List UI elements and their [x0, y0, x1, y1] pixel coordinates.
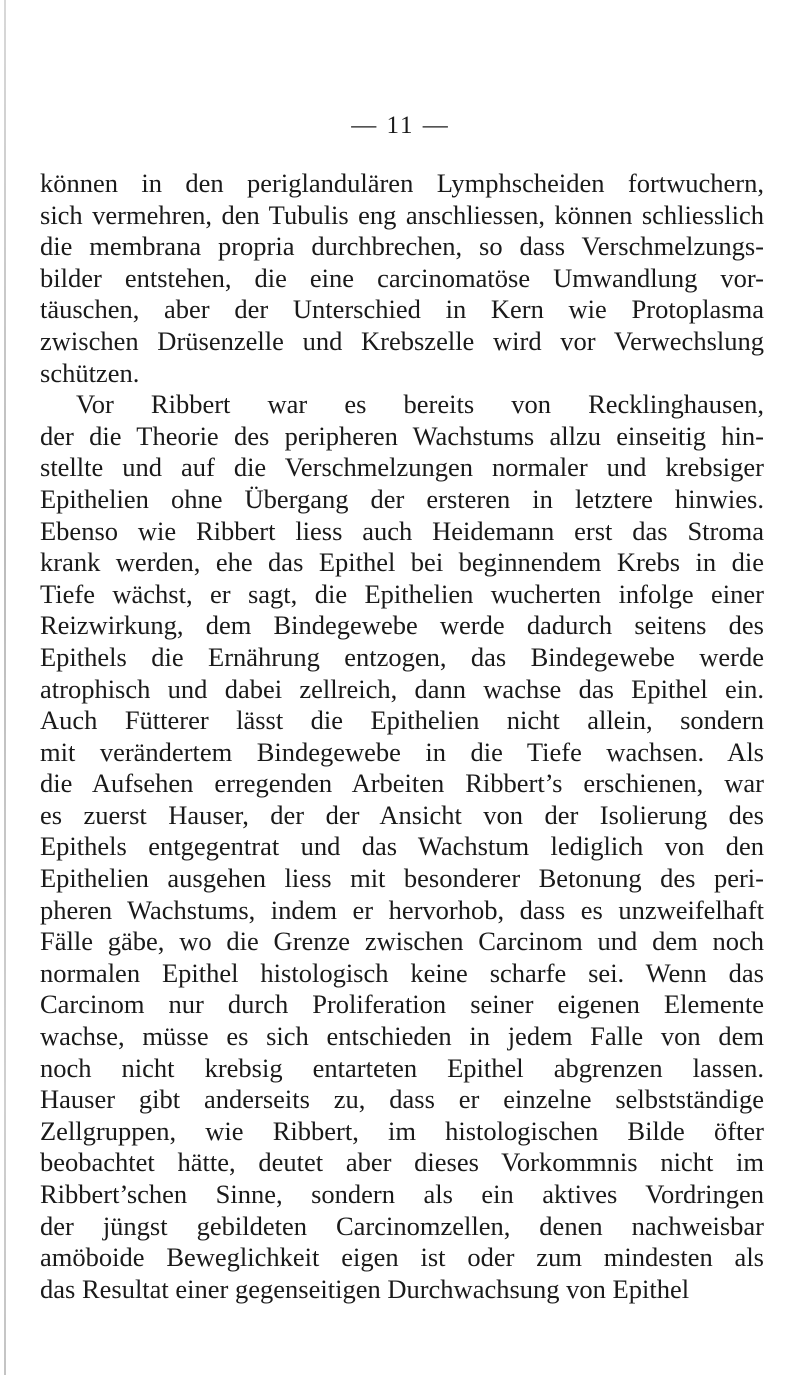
page-number: — 11 — [351, 112, 450, 139]
text-line: Epithelien ausgehen liess mit besonderer Betonung des peri- [40, 863, 764, 894]
text-line: Zellgruppen, wie Ribbert, im histologischen Bilde öfter [40, 1115, 764, 1146]
text-line: Reizwirkung, dem Bindegewebe werde dadurch seitens des [40, 610, 764, 641]
text-line: Vor Ribbert war es bereits von Recklinghausen, [76, 389, 764, 420]
text-line: mit verändertem Bindegewebe in die Tiefe wachsen. Als [40, 736, 764, 767]
text-line: atrophisch und dabei zellreich, dann wachse das Epithel ein. [40, 673, 764, 704]
text-line: amöboide Beweglichkeit eigen ist oder zum mindesten als [40, 1242, 764, 1273]
text-line: normalen Epithel histologisch keine scharfe sei. Wenn das [40, 957, 764, 988]
text-line: der jüngst gebildeten Carcinomzellen, denen nachweisbar [40, 1210, 764, 1241]
text-line: Epithels entgegentrat und das Wachstum lediglich von den [40, 831, 764, 862]
text-line: Epithels die Ernährung entzogen, das Bindegewebe werde [40, 641, 764, 672]
text-line: zwischen Drüsenzelle und Krebszelle wird vor Verwechslung [40, 325, 764, 356]
text-line: krank werden, ehe das Epithel bei beginnendem Krebs in die [40, 547, 764, 578]
text-line: Ebenso wie Ribbert liess auch Heidemann erst das Stroma [40, 515, 764, 546]
text-line: Hauser gibt anderseits zu, dass er einzelne selbstständige [40, 1084, 764, 1115]
text-line: Auch Fütterer lässt die Epithelien nicht allein, sondern [40, 705, 764, 736]
text-line: der die Theorie des peripheren Wachstums allzu einseitig hin- [40, 420, 764, 451]
body-text [40, 168, 764, 1305]
text-line: schützen. [40, 357, 140, 388]
text-line: Ribbert’schen Sinne, sondern als ein aktives Vordringen [40, 1179, 764, 1209]
text-line: das Resultat einer gegenseitigen Durchwachsung von Epithel [40, 1273, 690, 1304]
text-line: beobachtet hätte, deutet aber dieses Vorkommnis nicht im [40, 1147, 764, 1178]
text-line: die membrana propria durchbrechen, so dass Verschmelzungs- [40, 231, 764, 262]
text-line: es zuerst Hauser, der der Ansicht von der Isolierung des [40, 799, 764, 830]
text-line: bilder entstehen, die eine carcinomatöse Umwandlung vor- [40, 262, 764, 293]
text-line: wachse, müsse es sich entschieden in jedem Falle von dem [40, 1021, 764, 1052]
text-line: können in den periglandulären Lymphscheiden fortwuchern, [40, 168, 764, 198]
text-line: stellte und auf die Verschmelzungen normaler und krebsiger [40, 452, 764, 483]
text-line: sich vermehren, den Tubulis eng anschliessen, können schliesslich [40, 199, 764, 230]
page-binding-edge [4, 0, 6, 1375]
text-line: noch nicht krebsig entarteten Epithel abgrenzen lassen. [40, 1052, 764, 1083]
text-line: die Aufsehen erregenden Arbeiten Ribbert’s erschienen, war [40, 768, 764, 799]
text-line: Carcinom nur durch Proliferation seiner eigenen Elemente [40, 989, 764, 1020]
text-line: Tiefe wächst, er sagt, die Epithelien wucherten infolge einer [40, 578, 764, 609]
text-line: Fälle gäbe, wo die Grenze zwischen Carcinom und dem noch [40, 926, 764, 957]
text-line: pheren Wachstums, indem er hervorhob, dass es unzweifelhaft [40, 894, 764, 925]
text-line: täuschen, aber der Unterschied in Kern wie Protoplasma [40, 294, 764, 325]
text-line: Epithelien ohne Übergang der ersteren in letztere hinwies. [40, 483, 764, 514]
